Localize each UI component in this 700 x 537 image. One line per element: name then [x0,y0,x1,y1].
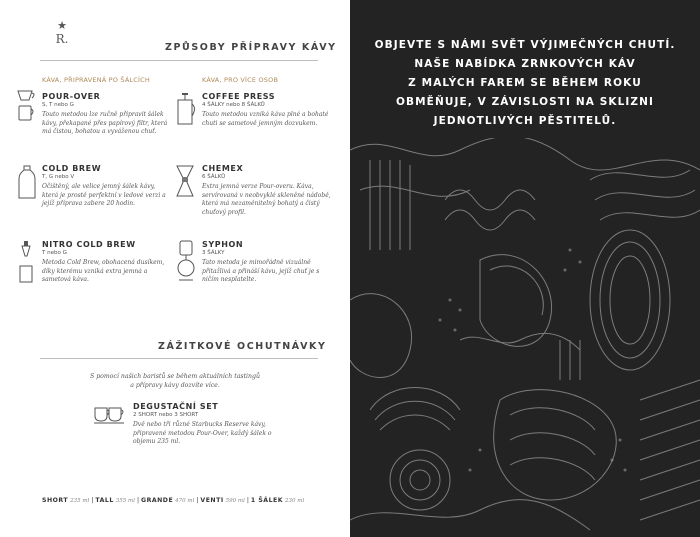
method-name: NITRO COLD BREW [42,240,136,249]
size-label: GRANDE [141,497,174,504]
method-syphon [202,240,332,285]
method-size: T, G nebo V [42,174,75,180]
tasting-intro [0,372,350,390]
method-name: SYPHON [202,240,244,249]
size-label: VENTI [200,497,224,504]
headline-line: Z MALÝCH FAREM SE BĚHEM ROKU [408,77,642,89]
size-label: 1 ŠÁLEK [250,497,284,504]
tasting-set [133,402,273,447]
headline-line: JEDNOTLIVÝCH PĚSTITELŮ. [433,115,617,127]
col1-heading: KÁVA, PŘIPRAVENÁ PO ŠÁLCÍCH [42,76,150,84]
tasting-intro-line: a přípravy kávy dozvíte více. [130,382,220,389]
syphon-icon [176,240,196,284]
press-icon [175,92,197,128]
method-name: CHEMEX [202,164,244,173]
size-label: TALL [95,497,114,504]
headline-line: NAŠE NABÍDKA ZRNKOVÝCH KÁV [414,58,636,70]
tasting-name: DEGUSTAČNÍ SET [133,402,219,411]
method-name: POUR-OVER [42,92,101,101]
size-value: 470 ml [175,498,195,504]
cold-brew-icon [17,165,37,201]
method-desc: Tato metoda je mimořádně vizuálně přitažlivá a přináší kávu, jejíž chuť je s ničím nesplatelte. [202,259,320,284]
method-name: COFFEE PRESS [202,92,276,101]
size-value: 355 ml [115,498,135,504]
method-size: T nebo G [42,250,67,256]
chemex-icon [174,164,196,200]
right-page [350,0,700,537]
method-chemex [202,164,332,217]
tasting-intro-line: S pomocí našich baristů se během aktuálních tastingů [90,373,260,380]
size-label: SHORT [42,497,69,504]
headline [370,36,680,131]
size-value: 590 ml [225,498,245,504]
method-size: 6 ŠÁLKŮ [202,174,226,180]
method-desc: Touto metodou lze ručně připravit šálek kávy, překapané přes papírový filtr, která má čistou, bohatou a vyváženou chuť. [42,111,168,136]
nitro-icon [16,240,36,284]
methods-divider [40,60,318,61]
pour-over-icon [15,88,37,124]
star-icon: ★ [57,19,67,32]
tasting-size: 2 SHORT nebo 3 SHORT [133,412,199,418]
size-value: 230 ml [285,498,305,504]
method-size: 3 ŠÁLKY [202,250,225,256]
method-size: 4 ŠÁLKY nebo 8 ŠÁLKŮ [202,102,265,108]
size-value: 235 ml [70,498,90,504]
method-name: COLD BREW [42,164,102,173]
col2-heading: KÁVA, PRO VÍCE OSOB [202,76,279,84]
method-pour-over [42,92,172,137]
logo-letter: R. [55,32,69,46]
method-cold-brew [42,164,172,209]
methods-title: ZPŮSOBY PŘÍPRAVY KÁVY [165,42,337,53]
headline-line: OBMĚŇUJE, V ZÁVISLOSTI NA SKLIZNI [396,96,654,108]
headline-line: OBJEVTE S NÁMI SVĚT VÝJIMEČNÝCH CHUTÍ. [374,39,676,51]
tasting-desc: Dvě nebo tři různé Starbucks Reserve kávy, připravené metodou Pour-Over, každý šálek o objemu 235 ml. [133,421,272,446]
method-desc: Extra jemná verze Pour-overu. Káva, servírovaná v neobvyklé skleněné nádobě, která má nezaměnitelný bohatý a čistý chuťový profil. [202,183,331,216]
method-coffee-press [202,92,332,128]
size-legend: SHORT 235 ml | TALL 355 ml | GRANDE 470 ml | VENTI 590 ml | 1 ŠÁLEK 230 ml [42,497,305,504]
method-desc: Očištěný, ale velice jemný šálek kávy, která je prostě perfektní v ledové verzi a jejíž příprava zabere 20 hodin. [42,183,166,208]
method-nitro-cold-brew [42,240,172,285]
tasting-divider [40,358,318,359]
method-desc: Touto metodou vzniká káva plné a bohaté chuti se sametově jemným dozvukem. [202,111,329,127]
tasting-title: ZÁŽITKOVÉ OCHUTNÁVKY [158,341,327,352]
method-desc: Metoda Cold Brew, obohacená dusíkem, díky kterému vzniká extra jemná a sametová káva. [42,259,165,284]
method-size: S, T nebo G [42,102,74,108]
tasting-cups-icon [92,402,128,426]
reserve-logo [52,20,72,47]
